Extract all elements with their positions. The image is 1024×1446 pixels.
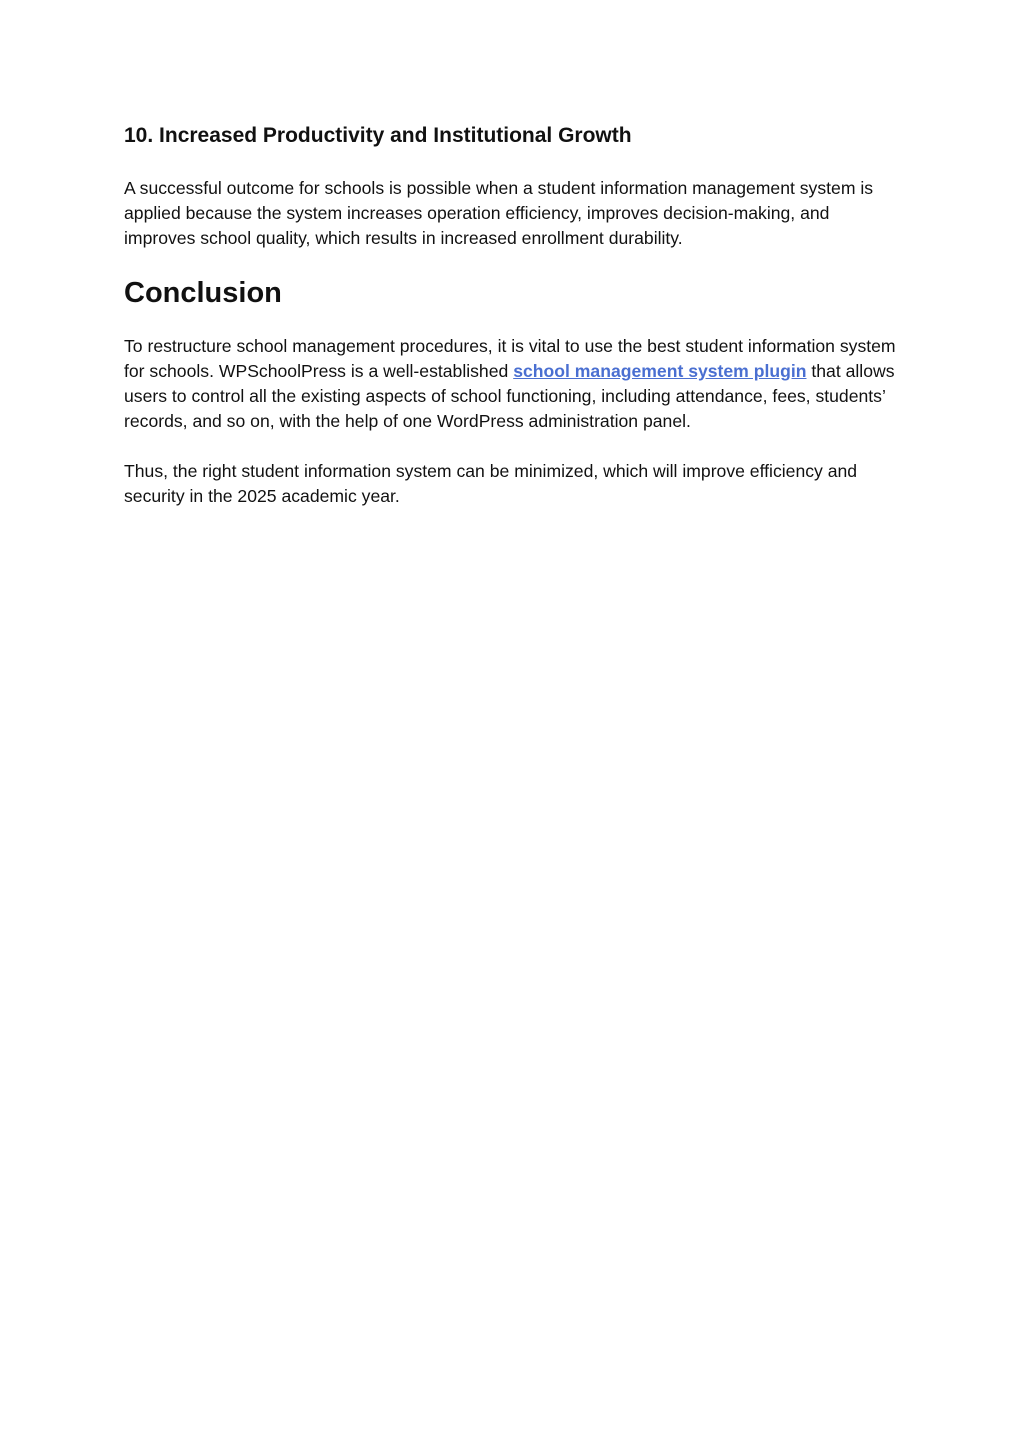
conclusion-heading: Conclusion [124, 277, 282, 309]
school-management-system-plugin-link[interactable]: school management system plugin [513, 361, 807, 381]
conclusion-text-after-link: that allows users to control all the existing aspects of school functioning, including attendance, fees, students’ records, and so on, with the help of one WordPress administration panel. [124, 361, 895, 431]
final-paragraph: Thus, the right student information system can be minimized, which will improve efficiency and security in the 2025 academic year. [124, 461, 858, 506]
section-heading: 10. Increased Productivity and Institutional Growth [124, 124, 632, 147]
document-page [124, 120, 904, 509]
section-paragraph: A successful outcome for schools is possible when a student information management system is applied because the system increases operation efficiency, improves decision-making, and improves school quality, which results in increased enrollment durability. [124, 178, 874, 248]
conclusion-text-before-link: To restructure school management procedures, it is vital to use the best student information system for schools. WPSchoolPress is a well-established [124, 336, 896, 381]
conclusion-paragraph [124, 334, 904, 434]
